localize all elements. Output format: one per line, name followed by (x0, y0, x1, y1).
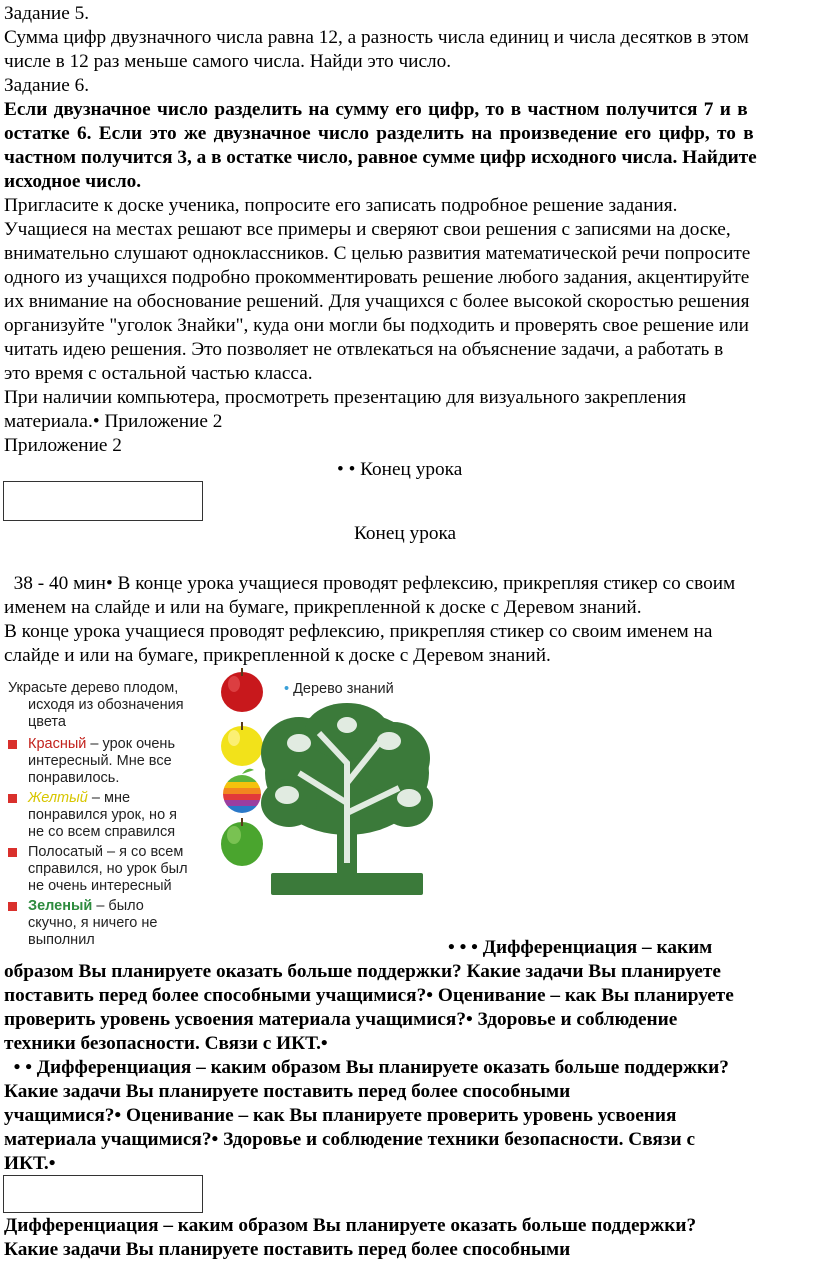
bullet-icon: • (105, 573, 113, 594)
legend-text: справился, но урок был (28, 861, 188, 877)
computer-line: При наличии компьютера, просмотреть презентацию для визуального закрепления (4, 387, 687, 408)
reflection-line (4, 572, 735, 596)
legend-green-word: Зеленый (28, 898, 93, 914)
end-title: Конец урока (354, 523, 457, 544)
bullet-icon: • (92, 411, 100, 432)
empty-box (3, 481, 203, 521)
legend-yellow (28, 790, 130, 807)
instruction-line: Пригласите к доске ученика, попросите его записать подробное решение задания. (4, 195, 678, 216)
legend-red-word: Красный (28, 736, 87, 752)
legend-text: не со всем справился (28, 824, 176, 840)
task5-line: Сумма цифр двузначного числа равна 12, а разность числа единиц и числа десятков в этом (4, 27, 749, 48)
task6-line: частном получится 3, а в остатке число, равное сумме цифр исходного числа. Найдите (4, 147, 757, 168)
instruction-line: организуйте "уголок Знайки", куда они могли бы подходить и проверять свое решение или (4, 315, 749, 336)
diff-line: материала учащимися?• Здоровье и соблюдение техники безопасности. Связи с (4, 1129, 696, 1150)
computer-line (4, 410, 222, 434)
red-bullet-icon (8, 848, 17, 857)
computer-line-tail: Приложение 2 (99, 411, 223, 432)
figure-intro: цвета (28, 714, 66, 730)
reflection-line: слайде и или на бумаге, прикрепленной к доске с Деревом знаний. (4, 645, 551, 666)
bullet-icon: • (284, 681, 290, 697)
empty-box (3, 1175, 203, 1213)
legend-red (28, 736, 175, 753)
instruction-line: их внимание на обоснование решений. Для учащихся с более высокой скоростью решения (4, 291, 750, 312)
legend-text: интересный. Мне все (28, 753, 172, 769)
red-bullet-icon (8, 740, 17, 749)
instruction-line: Учащиеся на местах решают все примеры и сверяют свои решения с записями на доске, (4, 219, 731, 240)
diff-line: проверить уровень усвоения материала учащимися?• Здоровье и соблюдение (4, 1009, 678, 1030)
diff-line: • • • Дифференциация – каким (448, 937, 713, 958)
legend-yellow-text: – мне (91, 790, 131, 806)
legend-green-text: – было (96, 898, 144, 914)
task6-line: исходное число. (4, 171, 142, 192)
yellow-apple-icon (221, 722, 263, 766)
computer-line-text: материала. (4, 411, 93, 432)
diff-line: учащимися?• Оценивание – как Вы планируете проверить уровень усвоения (4, 1105, 677, 1126)
appendix-label: Приложение 2 (4, 435, 122, 456)
task6-line: остатке 6. Если это же двузначное число разделить на произведение его цифр, то в (4, 123, 754, 144)
diff-line: ИКТ.• (4, 1153, 56, 1174)
end-bullets-label: • • Конец урока (337, 459, 463, 480)
reflection-text: В конце урока учащиеся проводят рефлексию, прикрепляя стикер со своим (112, 573, 736, 594)
legend-text: выполнил (28, 932, 95, 948)
green-apple-icon (221, 818, 263, 866)
task6-title: Задание 6. (4, 75, 90, 96)
diff-line: Дифференциация – каким образом Вы планируете оказать больше поддержки? (4, 1215, 697, 1236)
instruction-line: читать идею решения. Это позволяет не отвлекаться на объяснение задачи, а работать в (4, 339, 724, 360)
tree-icon (259, 703, 434, 903)
diff-line: поставить перед более способными учащимися?• Оценивание – как Вы планируете (4, 985, 734, 1006)
legend-text: скучно, я ничего не (28, 915, 158, 931)
legend-text: Полосатый – я со всем (28, 844, 184, 860)
diff-line: Какие задачи Вы планируете поставить перед более способными (4, 1081, 571, 1102)
diff-line: образом Вы планируете оказать больше поддержки? Какие задачи Вы планируете (4, 961, 721, 982)
instruction-line: внимательно слушают одноклассников. С целью развития математической речи попросите (4, 243, 751, 264)
diff-line: техники безопасности. Связи с ИКТ.• (4, 1033, 328, 1054)
figure-intro: исходя из обозначения (28, 697, 184, 713)
red-apple-icon (221, 668, 263, 712)
legend-yellow-word: Желтый (28, 790, 88, 806)
figure-intro: Украсьте дерево плодом, (8, 680, 179, 696)
instruction-line: это время с остальной частью класса. (4, 363, 313, 384)
legend-text: понравился урок, но я (28, 807, 178, 823)
diff-line: • • Дифференциация – каким образом Вы планируете оказать больше поддержки? (4, 1057, 729, 1078)
red-bullet-icon (8, 902, 17, 911)
legend-red-text: – урок очень (90, 736, 175, 752)
diff-line: Какие задачи Вы планируете поставить перед более способными (4, 1239, 571, 1260)
legend-text: понравилось. (28, 770, 120, 786)
legend-text: не очень интересный (28, 878, 172, 894)
tree-label-text: Дерево знаний (293, 681, 394, 697)
tree-label (284, 681, 394, 698)
task6-line: Если двузначное число разделить на сумму его цифр, то в частном получится 7 и в (4, 99, 748, 120)
legend-green (28, 898, 144, 915)
instruction-line: одного из учащихся подробно прокомментировать решение любого задания, акцентируйте (4, 267, 750, 288)
task5-title: Задание 5. (4, 3, 90, 24)
knowledge-tree-figure (4, 668, 424, 953)
red-bullet-icon (8, 794, 17, 803)
task5-line: числе в 12 раз меньше самого числа. Найди это число. (4, 51, 452, 72)
time-label: 38 - 40 мин (4, 573, 106, 594)
reflection-line: именем на слайде и или на бумаге, прикрепленной к доске с Деревом знаний. (4, 597, 642, 618)
reflection-line: В конце урока учащиеся проводят рефлексию, прикрепляя стикер со своим именем на (4, 621, 713, 642)
